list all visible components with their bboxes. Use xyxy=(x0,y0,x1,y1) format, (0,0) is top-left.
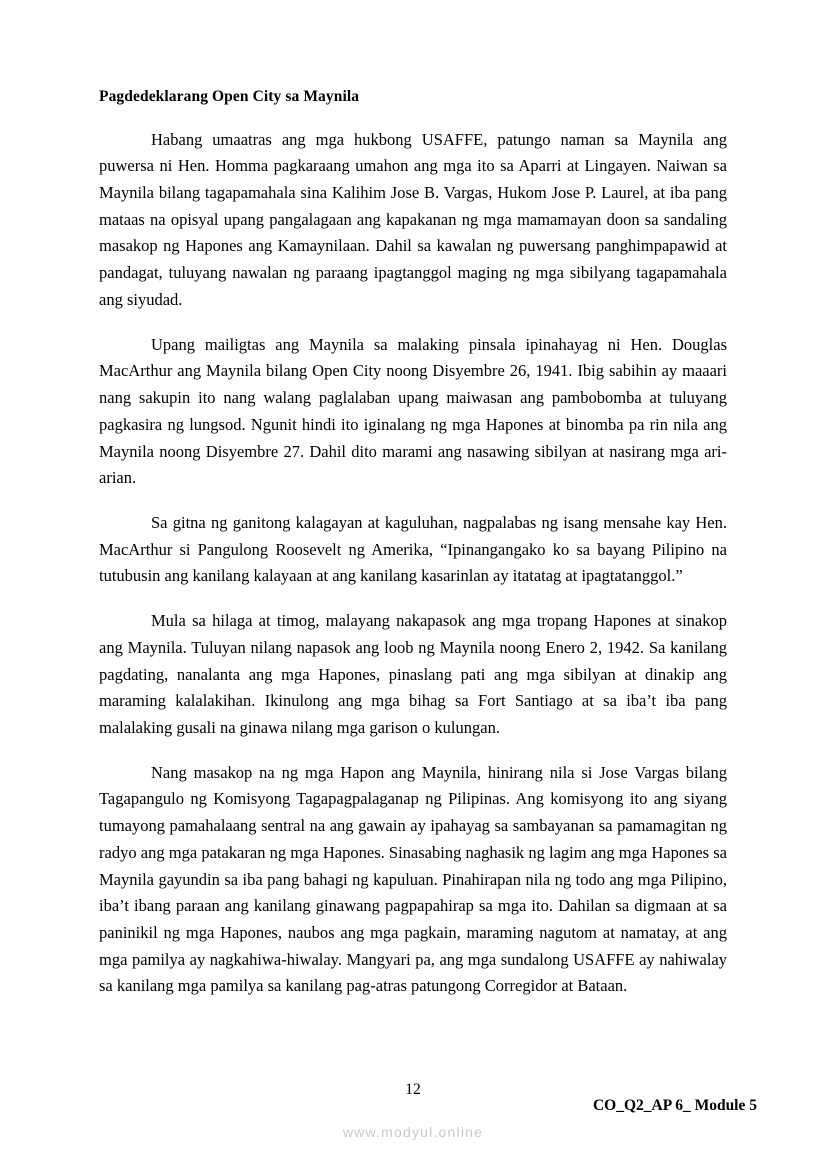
document-body xyxy=(99,88,727,1000)
paragraph-2: Upang mailigtas ang Maynila sa malaking pinsala ipinahayag ni Hen. Douglas MacArthur ang Maynila bilang Open City noong Disyembre 26, 1941. Ibig sabihin ay maaari nang sakupin ito nang walang paglalaban upang maiwasan ang pambobomba at tuluyang pagkasira ng lungsod. Ngunit hindi ito iginalang ng mga Hapones at binomba pa rin nila ang Maynila noong Disyembre 27. Dahil dito marami ang nasawing sibilyan at nasirang mga ari-arian. xyxy=(99,334,727,488)
paragraph-4: Mula sa hilaga at timog, malayang nakapasok ang mga tropang Hapones at sinakop ang Maynila. Tuluyan nilang napasok ang loob ng Maynila noong Enero 2, 1942. Sa kanilang pagdating, nanalanta ang mga Hapones, pinaslang pati ang mga sibilyan at dinakip ang maraming kalalakihan. Ikinulong ang mga bihag sa Fort Santiago at sa iba’t iba pang malalaking gusali na ginawa nilang mga garison o kulungan. xyxy=(99,611,727,737)
module-code: CO_Q2_AP 6_ Module 5 xyxy=(592,1097,757,1114)
paragraph-5: Nang masakop na ng mga Hapon ang Maynila, hinirang nila si Jose Vargas bilang Tagapangulo ng Komisyong Tagapagpalaganap ng Pilipinas. Ang komisyong ito ang siyang tumayong pamahalaang sentral na ang gawain ay ipahayag sa sambayanan sa pamamagitan ng radyo ang mga patakaran ng mga Hapones. Sinasabing naghasik ng lagim ang mga Hapones sa Maynila gayundin sa iba pang bahagi ng kapuluan. Pinahirapan nila ng todo ang mga Pilipino, iba’t ibang paraan ang kanilang ginawang pagpapahirap sa mga ito. Dahilan sa digmaan at sa paninikil ng mga Hapones, naubos ang mga pagkain, maraming nagutom at namatay, at ang mga pamilya ay nagkahiwa-hiwalay. Mangyari pa, ang mga sundalong USAFFE ay nahiwalay sa kanilang mga pamilya sa kanilang pag-atras patungong Corregidor at Bataan. xyxy=(99,762,727,996)
watermark: www.modyul.online xyxy=(342,1124,484,1140)
paragraph-3: Sa gitna ng ganitong kalagayan at kaguluhan, nagpalabas ng isang mensahe kay Hen. MacArthur si Pangulong Roosevelt ng Amerika, “Ipinangangako ko sa bayang Pilipino na tutubusin ang kanilang kalayaan at ang kanilang kasarinlan ay itatatag at ipagtatanggol.” xyxy=(99,512,727,586)
paragraph-1: Habang umaatras ang mga hukbong USAFFE, patungo naman sa Maynila ang puwersa ni Hen. Homma pagkaraang umahon ang mga ito sa Aparri at Lingayen. Naiwan sa Maynila bilang tagapamahala sina Kalihim Jose B. Vargas, Hukom Jose P. Laurel, at iba pang mataas na opisyal upang pangalagaan ang kapakanan ng mga mamamayan doon sa sandaling masakop ng Hapones ang Kamaynilaan. Dahil sa kawalan ng puwersang panghimpapawid at pandagat, tuluyang nawalan ng paraang ipagtanggol maging ng mga sibilyang tagapamahala ang siyudad. xyxy=(99,129,727,309)
page-title: Pagdedeklarang Open City sa Maynila xyxy=(99,88,360,105)
page-number: 12 xyxy=(405,1081,421,1098)
